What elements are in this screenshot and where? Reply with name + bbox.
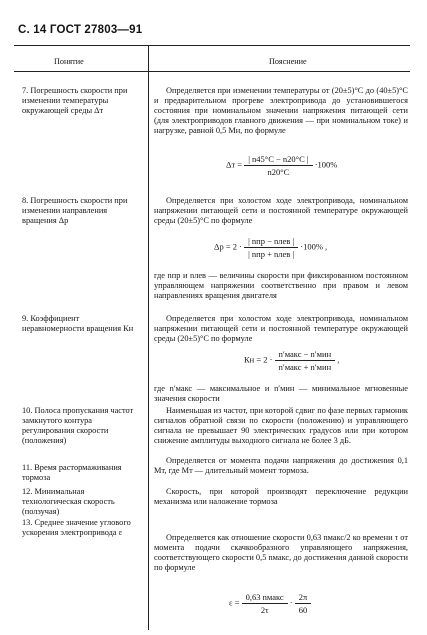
explanation-9-where: где n′макс — максимальное и n′мин — минимальное мгновенные значения скорости	[154, 384, 408, 403]
formula-13-mid: ·	[289, 597, 293, 608]
term-12: 12. Минимальная технологическая скорость (ползучая)	[22, 487, 115, 516]
explanation-12: Скорость, при которой производят переключение редукции механизма или наложение тормоза	[154, 487, 408, 506]
formula-9-denominator: n′макс + n′мин	[278, 362, 332, 372]
formula-7-fraction	[244, 154, 312, 177]
formula-13-fraction-2	[295, 592, 312, 615]
page-header: С. 14 ГОСТ 27803—91	[18, 24, 143, 36]
formula-9-lhs: Кн = 2 ·	[244, 354, 273, 365]
explanation-11: Определяется от момента подачи напряжения до достижения 0,1 Мт, где Мт — длительный момент тормоза.	[154, 456, 408, 475]
formula-9	[244, 349, 339, 372]
formula-8-denominator: | nпр + nлев |	[248, 249, 295, 259]
explanation-9: Определяется при холостом ходе электропривода, номинальном напряжении питающей сети и постоянной температуре окружающей среды (20±5)°С по формуле	[154, 314, 408, 343]
column-header-explanation: Пояснение	[269, 57, 307, 66]
explanation-8-where: где nпр и nлев — величины скорости при фиксированном постоянном управляющем напряжении соответственно при правом и левом направлениях вращения двигателя	[154, 271, 408, 300]
term-9: 9. Коэффициент неравномерности вращения Кн	[22, 314, 134, 333]
formula-7-denominator: n20°C	[267, 167, 290, 177]
formula-8-fraction	[244, 236, 298, 259]
column-divider	[148, 46, 149, 630]
formula-7	[226, 154, 337, 177]
explanation-7: Определяется при изменении температуры от (20±5)°С до (40±5)°С и предварительном прогреве электропривода до установившегося состояния при номинальном значении напряжения питающей сети (для электроприводов главного движения — при номинальном токе) и нагрузке, равной 0,5 Мн, по формуле	[154, 86, 408, 135]
column-header-term: Понятие	[54, 57, 84, 66]
term-8: 8. Погрешность скорости при изменении направления вращения Δр	[22, 196, 128, 225]
formula-13-denominator-1: 2τ	[260, 605, 269, 615]
term-13: 13. Среднее значение углового ускорения электропривода ε	[22, 518, 131, 537]
definitions-table	[14, 45, 410, 630]
formula-13-numerator-1: 0,63 nмакс	[242, 592, 288, 604]
formula-7-tail: ·100%	[314, 159, 338, 170]
formula-13	[229, 592, 311, 615]
formula-7-numerator: | n45°C − n20°C |	[244, 154, 312, 166]
formula-13-denominator-2: 60	[298, 605, 308, 615]
formula-9-fraction	[275, 349, 336, 372]
explanation-13: Определяется как отношение скорости 0,63 nмакс/2 ко времени τ от момента подачи скачкообразного управляющего напряжения, соответствующего скорости 0,5 nмакс, до достижения данной скорости по формуле	[154, 533, 408, 572]
formula-13-numerator-2: 2π	[295, 592, 312, 604]
explanation-10: Наименьшая из частот, при которой сдвиг по фазе первых гармоник сигналов обратной связи по скорости (положению) и управляющего сигнала не превышает 90 электрических градусов или при котором снижение амплитуды выходного сигнала не более 3 дБ.	[154, 406, 408, 445]
header-row-divider	[14, 71, 410, 72]
formula-13-fraction-1	[242, 592, 288, 615]
formula-8-lhs: Δр = 2 ·	[214, 241, 242, 252]
term-10: 10. Полоса пропускания частот замкнутого контура регулирования скорости (положения)	[22, 406, 134, 445]
formula-13-lhs: ε =	[229, 597, 240, 608]
formula-9-tail: ,	[337, 354, 340, 365]
formula-8-tail: ·100% ,	[300, 241, 328, 252]
term-11: 11. Время растормаживания тормоза	[22, 463, 122, 482]
formula-8	[214, 236, 327, 259]
formula-9-numerator: n′макс − n′мин	[275, 349, 336, 361]
formula-7-lhs: Δт =	[226, 159, 243, 170]
formula-8-numerator: | nпр − nлев |	[244, 236, 298, 248]
explanation-8: Определяется при холостом ходе электропривода, номинальном напряжении питающей сети и постоянной температуре окружающей среды (20±5)°С по формуле	[154, 196, 408, 225]
term-7: 7. Погрешность скорости при изменении температуры окружающей среды Δт	[22, 86, 128, 115]
